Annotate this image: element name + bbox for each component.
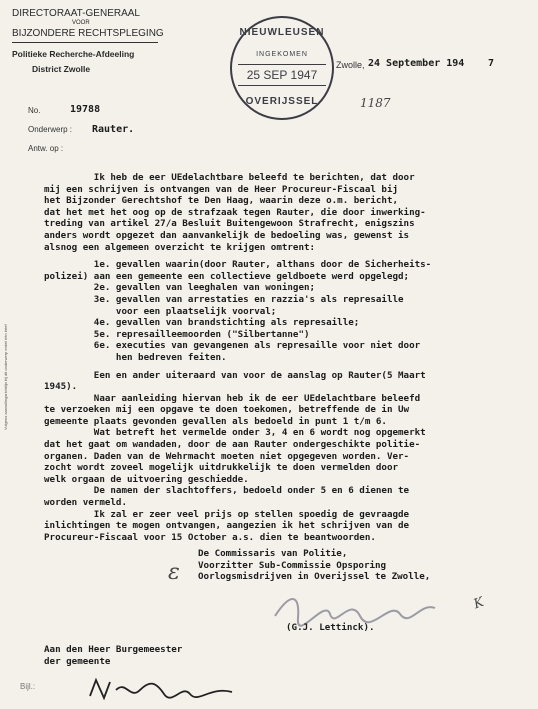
- body-line: 4e. gevallen van brandstichting als represaille;: [44, 317, 360, 329]
- number-value: 19788: [70, 104, 101, 115]
- stamp-date: 25 SEP 1947: [238, 64, 326, 86]
- letterhead-rechtspleging: BIJZONDERE RECHTSPLEGING: [12, 28, 164, 39]
- header-city: Zwolle,: [336, 60, 365, 70]
- signature-block: [198, 548, 430, 583]
- header-year-digit: 7: [488, 58, 495, 69]
- body-line: worden vermeld.: [44, 497, 127, 509]
- body-line: Wat betreft het vermelde onder 3, 4 en 6 wordt nog opgemerkt: [44, 427, 426, 439]
- body-line: De namen der slachtoffers, bedoeld onder 5 en 6 dienen te: [44, 485, 410, 497]
- burgemeester-signature: [86, 676, 236, 709]
- body-line: 3e. gevallen van arrestaties en razzia's als represaille: [44, 293, 404, 305]
- subject-value: Rauter.: [92, 124, 135, 135]
- body-line: inlichtingen te mogen ontvangen, aangezien ik het schrijven van de: [44, 520, 410, 532]
- body-line: organen. Daden van de Wehrmacht moeten niet opgegeven worden. Ver-: [44, 450, 410, 462]
- body-line: 6e. executies van gevangenen als represaille voor niet door: [44, 340, 421, 352]
- header-date: 24 September 194: [368, 58, 465, 69]
- body-line: Naar aanleiding hiervan heb ik de eer UEdelachtbare beleefd: [44, 392, 421, 404]
- body-line: gemeente plaats gevonden gevallen als bedoeld in punt 1 t/m 6.: [44, 415, 387, 427]
- signer-name: (G.J. Lettinck).: [286, 622, 375, 633]
- body-line: Een en ander uiteraard van voor de aanslag op Rauter(5 Maart: [44, 369, 426, 381]
- signature-line: Voorzitter Sub-Commissie Opsporing: [198, 559, 387, 571]
- stamp-ingekomen: INGEKOMEN: [256, 51, 308, 58]
- letterhead-directoraat: DIRECTORAAT-GENERAAL: [12, 8, 140, 19]
- handwritten-initials: K: [471, 594, 486, 613]
- letterhead-district: District Zwolle: [32, 64, 91, 74]
- letterhead-voor: VOOR: [72, 20, 90, 26]
- body-line: hen bedreven feiten.: [44, 351, 227, 363]
- letter-body: [44, 172, 431, 543]
- body-line: voor een plaatselijk voorval;: [44, 305, 277, 317]
- stamp-municipality: NIEUWLEUSEN: [239, 27, 325, 38]
- letterhead-divider: [12, 42, 158, 43]
- received-stamp: [230, 16, 334, 120]
- body-line: dat het met het oog op de strafzaak tegen Rauter, die door inwerking-: [44, 206, 426, 218]
- body-line: mij een schrijven is ontvangen van de Heer Procureur-Fiscaal bij: [44, 183, 399, 195]
- answer-label: Antw. op :: [28, 144, 64, 153]
- signature-scribble-icon: [86, 676, 236, 704]
- body-line: 1e. gevallen waarin(door Rauter, althans door de Sicherheits-: [44, 259, 432, 271]
- body-line: alsnog een algemeen overzicht te krijgen omtrent:: [44, 241, 316, 253]
- body-line: dat het gaat om wandaden, door de aan Rauter ondergeschikte politie-: [44, 439, 421, 451]
- bijl-label: Bijl.:: [20, 682, 36, 691]
- body-line: 1945).: [44, 381, 78, 393]
- stamp-province: OVERIJSSEL: [245, 96, 319, 107]
- number-label: No.: [28, 106, 41, 115]
- body-line: zocht wordt zoveel mogelijk uitdrukkelijk te doen vermelden door: [44, 462, 399, 474]
- letterhead-afdeeling: Politieke Recherche-Afdeeling: [12, 49, 135, 59]
- body-line: polizei) aan een gemeente een collectieve geldboete werd opgelegd;: [44, 270, 410, 282]
- subject-label: Onderwerp :: [28, 125, 73, 134]
- body-line: treding van artikel 27/a Besluit Buitengewoon Strafrecht, enigszins: [44, 218, 415, 230]
- body-line: 2e. gevallen van leeghalen van woningen;: [44, 282, 316, 294]
- body-line: Ik zal er zeer veel prijs op stellen spoedig de gevraagde: [44, 508, 410, 520]
- addressee: [44, 644, 182, 667]
- body-line: Procureur-Fiscaal voor 15 October a.s. dien te beantwoorden.: [44, 531, 376, 543]
- handwritten-mark: ɛ: [168, 560, 180, 585]
- body-line: anders wordt opgezet dan aanvankelijk de bedoeling was, gewenst is: [44, 229, 410, 241]
- body-line: Ik heb de eer UEdelachtbare beleefd te berichten, dat door: [44, 172, 415, 183]
- signature-line: De Commissaris van Politie,: [198, 548, 348, 559]
- addressee-line: Aan den Heer Burgemeester: [44, 644, 183, 655]
- body-line: het Bijzonder Gerechtshof te Den Haag, waarin deze o.m. bericht,: [44, 195, 399, 207]
- body-line: 5e. represailleemoorden ("Silbertanne"): [44, 328, 310, 340]
- signature-line: Oorlogsmisdrijven in Overijssel te Zwolle,: [198, 571, 431, 583]
- addressee-line: der gemeente: [44, 655, 111, 667]
- body-line: welk orgaan de uitvoering geschiedde.: [44, 473, 249, 485]
- handwritten-annotation: 1187: [360, 96, 391, 110]
- body-line: te verzoeken mij een opgave te doen toekomen, betreffende de in Uw: [44, 404, 410, 416]
- side-note: Volgens aanvullingsrichtlijn bij dit onderwerp enkel één brief: [3, 324, 8, 430]
